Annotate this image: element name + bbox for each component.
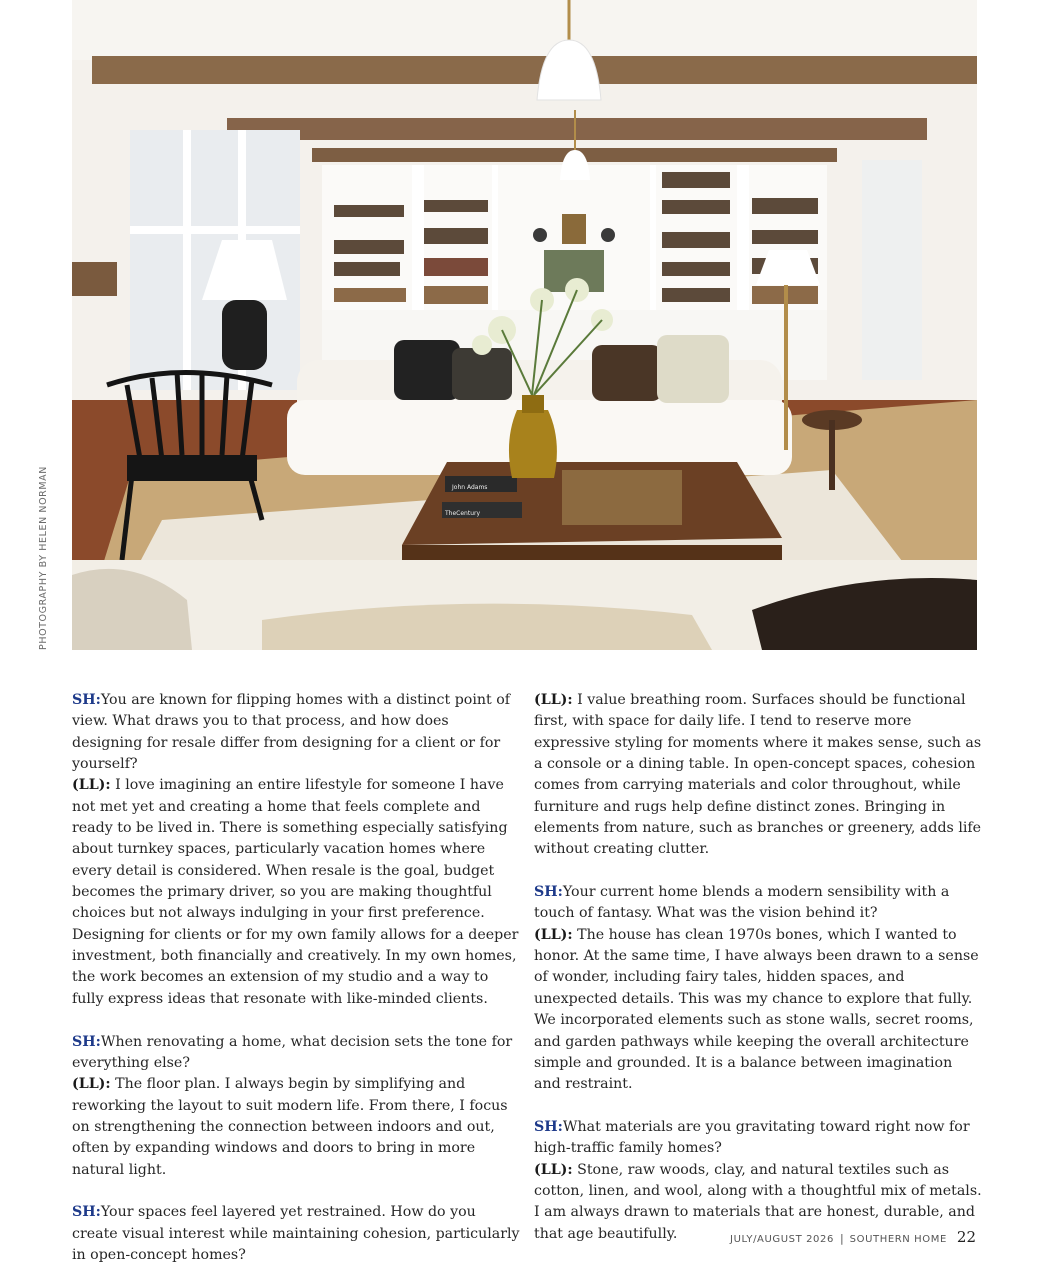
question: [534, 1117, 982, 1160]
ceiling-beam-front: [92, 56, 977, 84]
answer-tag: (LL):: [534, 926, 573, 943]
issue-date: JULY/AUGUST 2026: [730, 1234, 834, 1245]
question-tag: SH:: [534, 1118, 563, 1135]
answer-text: Stone, raw woods, clay, and natural textiles such as cotton, linen, and wool, along with a thoughtful mix of metals. I am always drawn to materials that are honest, durable, and that age beautifully.: [534, 1161, 982, 1242]
framed-art: [562, 214, 586, 244]
qa-block: [534, 882, 982, 1095]
round-mirror: [601, 228, 615, 242]
answer-text: I love imagining an entire lifestyle for someone I have not met yet and creating a home that feels complete and ready to be lived in. There is something especially satisfying about turnkey spaces, particularly vacation homes where every detail is considered. When resale is the goal, budget becomes the primary driver, so you are making thoughtful choices but not always indulging in your first preference. Designing for clients or for my own family allows for a deeper investment, both financially and creatively. In my own homes, the work becomes an extension of my studio and a way to fully express ideas that resonate with like-minded clients.: [72, 777, 519, 1007]
floor-lamp-pole: [784, 285, 788, 450]
doorway-cabinet: [862, 160, 922, 380]
lamp-base: [222, 300, 267, 370]
ceiling: [72, 0, 977, 60]
question-tag: SH:: [72, 1204, 101, 1221]
photo-credit: PHOTOGRAPHY BY HELEN NORMAN: [38, 466, 49, 650]
round-mirror: [533, 228, 547, 242]
page-footer: [730, 1228, 976, 1246]
qa-block: [534, 1117, 982, 1245]
question: [72, 1032, 520, 1075]
qa-block: [72, 1202, 520, 1266]
article-column-left: [72, 690, 520, 1288]
qa-block: [72, 1032, 520, 1181]
question: [534, 882, 982, 925]
question-tag: SH:: [534, 884, 563, 901]
book-title-top: John Adams: [452, 484, 488, 491]
wall-beam-left: [72, 262, 117, 296]
brown-pillow: [592, 345, 662, 401]
stripe-pillow: [452, 348, 512, 400]
question-text: You are known for flipping homes with a distinct point of view. What draws you to that process, and how does designing for resale differ from designing for a client or for yourself?: [72, 692, 510, 773]
answer: [534, 690, 982, 861]
answer-text: The house has clean 1970s bones, which I wanted to honor. At the same time, I have always been drawn to a sense of wonder, including fairy tales, hidden spaces, and unexpected details. This was my chance to explore that fully. We incorporated elements such as stone walls, secret rooms, and garden pathways while keeping the overall architecture simple and grounded. It is a balance between imagination and restraint.: [534, 926, 979, 1093]
question-tag: SH:: [72, 1033, 101, 1050]
hero-photo: [72, 0, 977, 650]
question: [72, 690, 520, 775]
answer-text: I value breathing room. Surfaces should be functional first, with space for daily life. I tend to reserve more expressive styling for moments where it makes sense, such as a console or a dining table. In open-concept spaces, cohesion comes from carrying materials and color throughout, while furniture and rugs help define distinct zones. Bringing in elements from nature, such as branches or greenery, adds life without creating clutter.: [534, 692, 982, 858]
black-pillow: [394, 340, 460, 400]
question-text: Your current home blends a modern sensibility with a touch of fantasy. What was the vision behind it?: [534, 884, 950, 922]
book-title-bottom: TheCentury: [445, 510, 481, 517]
footer-separator: |: [839, 1232, 844, 1245]
living-room-illustration: [72, 0, 977, 650]
answer-tag: (LL):: [534, 1161, 573, 1178]
article-column-right: [534, 690, 982, 1266]
answer-tag: (LL):: [72, 1076, 111, 1093]
answer: [72, 775, 520, 1010]
floral-pillow: [657, 335, 729, 403]
question-text: What materials are you gravitating toward right now for high-traffic family homes?: [534, 1118, 970, 1157]
question-text: Your spaces feel layered yet restrained. How do you create visual interest while maintaining cohesion, particularly in open-concept homes?: [72, 1204, 520, 1263]
answer-tag: (LL):: [72, 777, 111, 794]
question-tag: SH:: [72, 692, 101, 708]
question: [72, 1202, 520, 1266]
qa-block: [534, 690, 982, 861]
answer: [72, 1074, 520, 1181]
magazine-name: SOUTHERN HOME: [849, 1234, 947, 1245]
brass-tray: [562, 470, 682, 525]
chair-seat: [127, 455, 257, 481]
answer: [534, 925, 982, 1096]
ceiling-beam-middle: [227, 118, 927, 140]
answer-text: The floor plan. I always begin by simplifying and reworking the layout to suit modern life. From there, I focus on strengthening the connection between indoors and out, often by expanding windows and doors to bring in more natural light.: [72, 1076, 508, 1178]
qa-block: [72, 690, 520, 1010]
question-text: When renovating a home, what decision sets the tone for everything else?: [72, 1033, 513, 1071]
answer-tag: (LL):: [534, 692, 573, 708]
page-number: 22: [956, 1228, 976, 1246]
